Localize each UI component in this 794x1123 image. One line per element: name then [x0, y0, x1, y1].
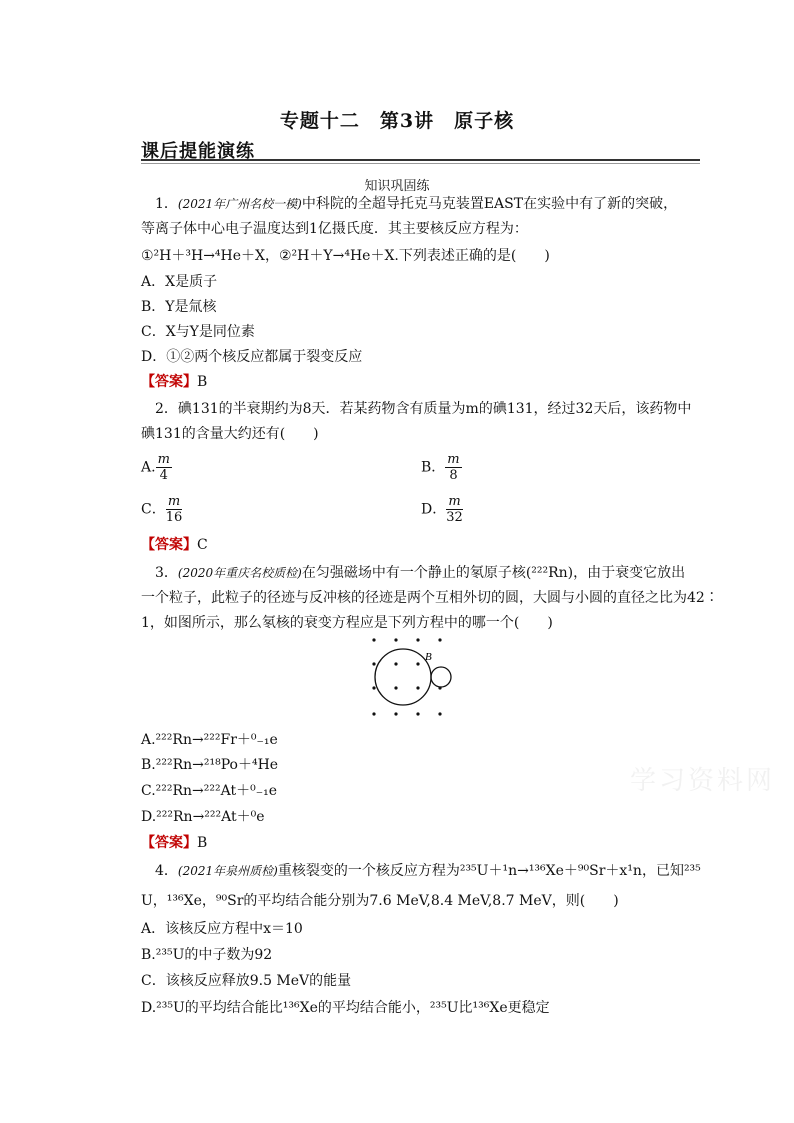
q3-answer-value: B: [197, 835, 208, 851]
heading-rule-thin: [141, 163, 700, 164]
q4-option-c: C．该核反应释放9.5 MeV的能量: [141, 973, 352, 989]
page-title: 专题十二 第3讲 原子核: [279, 110, 515, 132]
q3-answer-tag: 【答案】: [141, 835, 197, 851]
q3-magnetic-field-figure: [365, 634, 461, 720]
q3-text-line-3: 1，如图所示，那么氡核的衰变方程应是下列方程中的哪一个( ): [141, 615, 553, 631]
q2-option-b: B． $\frac{m}{8}$: [421, 452, 460, 483]
q3-number: 3．: [155, 565, 178, 581]
q4-option-a: A．该核反应方程中x＝10: [141, 921, 303, 937]
q2-option-c: C． $\frac{m}{16}$: [141, 494, 183, 525]
q1-text-a: 中科院的全超导托克马克装置EAST在实验中有了新的突破，: [301, 196, 678, 212]
q1-equation: ①²H＋³H→⁴He＋X，②²H＋Y→⁴He＋X.下列表述正确的是( ): [141, 248, 550, 264]
q2-number: 2．: [155, 401, 178, 417]
q4-source: (2021年泉州质检): [177, 864, 278, 878]
q4-option-d: D.²³⁵U的平均结合能比¹³⁶Xe的平均结合能小，²³⁵U比¹³⁶Xe更稳定: [141, 1000, 550, 1016]
q3-answer: [141, 834, 207, 852]
q1-option-b: B．Y是氚核: [141, 299, 217, 315]
q1-text-line-2: 等离子体中心电子温度达到1亿摄氏度．其主要核反应方程为：: [141, 221, 528, 237]
small-track-circle: [431, 667, 451, 687]
q2-answer-value: C: [197, 537, 208, 553]
q1-number: 1．: [155, 196, 178, 212]
q3-option-a: A.²²²Rn→²²²Fr＋⁰₋₁e: [141, 732, 278, 748]
q1-answer: [141, 373, 207, 391]
q1-option-c: C．X与Y是同位素: [141, 324, 255, 340]
q2-answer-tag: 【答案】: [141, 537, 197, 553]
q2-answer: [141, 536, 208, 554]
q2-text-a: 碘131的半衰期约为8天．若某药物含有质量为m的碘131，经过32天后，该药物中: [177, 401, 692, 417]
q3-option-b: B.²²²Rn→²¹⁸Po＋⁴He: [141, 757, 279, 773]
q1-text-line-1: [155, 195, 677, 213]
q1-option-a: A．X是质子: [141, 274, 218, 290]
q2-option-a: A. $\frac{m}{4}$: [141, 452, 170, 483]
subsection-heading: 知识巩固练: [364, 179, 430, 194]
q4-option-b: B.²³⁵U的中子数为92: [141, 947, 273, 963]
q4-text-a: 重核裂变的一个核反应方程为²³⁵U＋¹n→¹³⁶Xe＋⁹⁰Sr＋x¹n，已知²³⁵: [277, 863, 701, 879]
heading-rule: [141, 159, 700, 161]
q3-option-c: C.²²²Rn→²²²At＋⁰₋₁e: [141, 783, 278, 799]
q2-text-line-1: [155, 400, 691, 418]
watermark: 学习资料网: [630, 766, 776, 796]
q3-text-line-2: 一个粒子，此粒子的径迹与反冲核的径迹是两个互相外切的圆，大圆与小圆的直径之比为42∶: [141, 590, 719, 606]
q1-option-d: D．①②两个核反应都属于裂变反应: [141, 349, 363, 365]
large-track-circle: [375, 649, 431, 705]
q2-text-line-2: 碘131的含量大约还有( ): [141, 426, 319, 442]
q4-text-line-2: U，¹³⁶Xe，⁹⁰Sr的平均结合能分别为7.6 MeV,8.4 MeV,8.7 MeV，则( ): [141, 893, 619, 909]
q3-option-d: D.²²²Rn→²²²At＋⁰e: [141, 809, 265, 825]
q3-text-a: 在匀强磁场中有一个静止的氡原子核(²²²Rn)，由于衰变它放出: [301, 565, 686, 581]
q4-number: 4．: [155, 863, 178, 879]
section-heading: 课后提能演练: [141, 141, 255, 162]
q1-answer-value: B: [197, 374, 208, 390]
q1-source: (2021年广州名校一模): [177, 197, 302, 211]
q2-option-d: D． $\frac{m}{32}$: [421, 494, 463, 525]
field-label-b: B: [425, 651, 432, 663]
q3-source: (2020年重庆名校质检): [177, 566, 302, 580]
q1-answer-tag: 【答案】: [141, 374, 197, 390]
q3-text-line-1: [155, 564, 685, 582]
q4-text-line-1: [155, 862, 701, 880]
